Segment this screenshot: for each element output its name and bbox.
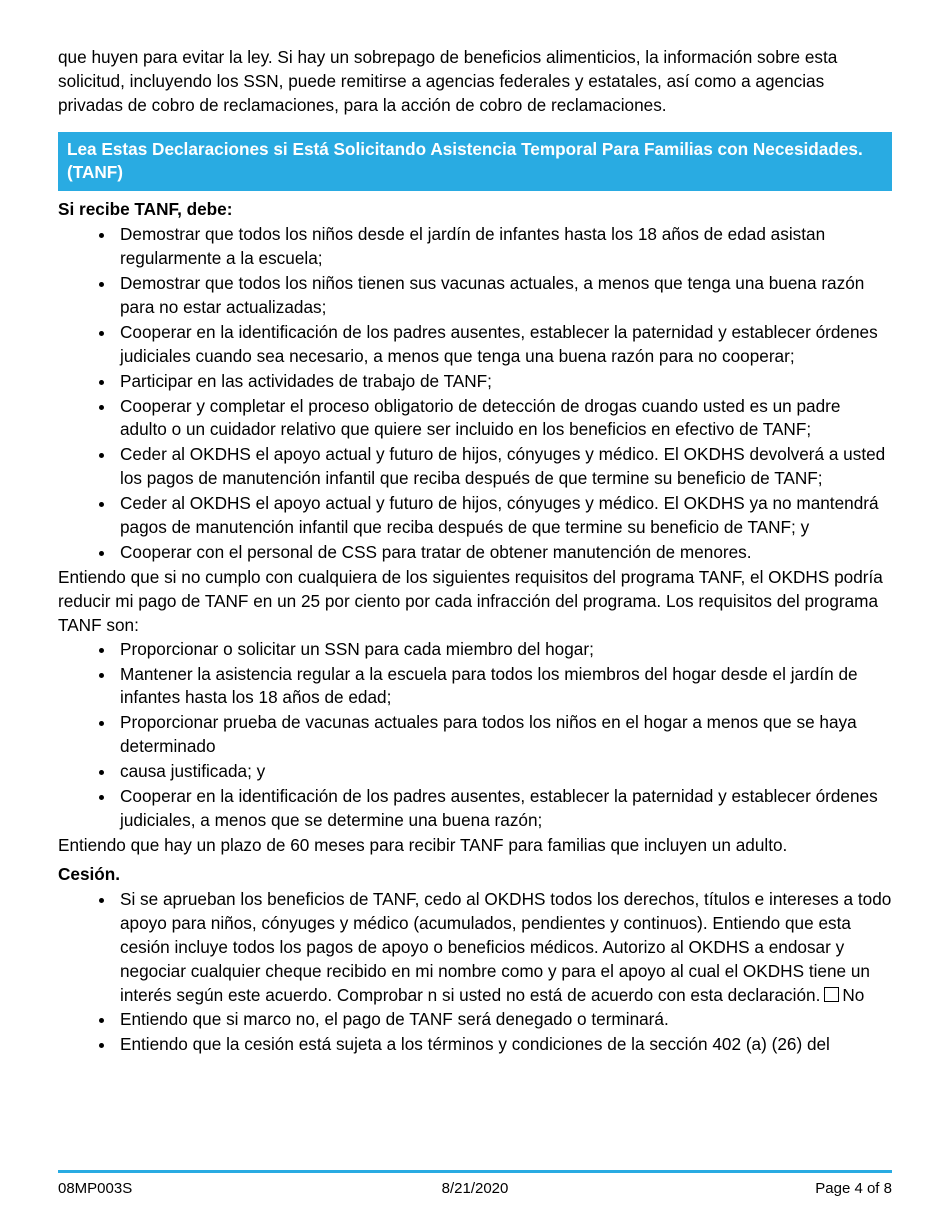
compliance-paragraph: Entiendo que si no cumplo con cualquiera de los siguientes requisitos del programa TANF, el OKDHS podría reducir mi pago de TANF en un 25 por ciento por cada infracción del programa. Los requisitos del programa TANF son:	[58, 566, 883, 635]
list-item: • Entiendo que la cesión está sujeta a los términos y condiciones de la sección 402 (a) (26) del	[116, 1033, 892, 1057]
assignment-text: Si se aprueban los beneficios de TANF, cedo al OKDHS todos los derechos, títulos e intereses a todo apoyo para niños, cónyuges y médico (acumulados, pendientes y continuos). Entiendo que esta cesión incluye todos los pagos de apoyo o beneficios médicos. Autorizo al OKDHS a endosar y negociar cualquier cheque recibido en mi nombre como y para el apoyo al cual el OKDHS tiene un interés según este acuerdo. Comprobar n si usted no está de acuerdo con esta declaración.	[120, 888, 892, 1005]
footer-date: 8/21/2020	[441, 1180, 509, 1197]
page-footer	[58, 1170, 892, 1212]
list-item: • Demostrar que todos los niños tienen sus vacunas actuales, a menos que tenga una buena razón para no estar actualizadas;	[116, 272, 892, 320]
footer-form-number: 08MP003S	[58, 1180, 133, 1197]
list-item: • Mantener la asistencia regular a la escuela para todos los miembros del hogar desde el jardín de infantes hasta los 18 años de edad;	[116, 663, 892, 711]
assignment-heading: Cesión.	[58, 863, 121, 884]
list-item: • Cooperar en la identificación de los padres ausentes, establecer la paternidad y establecer órdenes judiciales, a menos que se determine una buena razón;	[116, 785, 892, 833]
section-banner-tanf: Lea Estas Declaraciones si Está Solicitando Asistencia Temporal Para Familias con Necesidades. (TANF)	[58, 132, 892, 191]
footer-row	[58, 1180, 892, 1197]
list-item: • Cooperar con el personal de CSS para tratar de obtener manutención de menores.	[116, 541, 892, 565]
list-item: • causa justificada; y	[116, 760, 892, 784]
footer-page-number: Page 4 of 8	[815, 1180, 892, 1197]
list-item: • Entiendo que si marco no, el pago de TANF será denegado o terminará.	[116, 1008, 892, 1032]
list-item: • Proporcionar prueba de vacunas actuales para todos los niños en el hogar a menos que se haya determinado	[116, 711, 892, 759]
list-item: • Participar en las actividades de trabajo de TANF;	[116, 370, 892, 394]
list-item: • Proporcionar o solicitar un SSN para cada miembro del hogar;	[116, 638, 892, 662]
time-limit-paragraph: Entiendo que hay un plazo de 60 meses para recibir TANF para familias que incluyen un adulto.	[58, 834, 788, 855]
tanf-requirements-heading: Si recibe TANF, debe:	[58, 199, 233, 220]
assignment-list	[58, 888, 892, 1057]
assignment-disagree-checkbox[interactable]	[824, 987, 839, 1002]
assignment-checkbox-label: No	[842, 984, 865, 1005]
intro-paragraph: que huyen para evitar la ley. Si hay un sobrepago de beneficios alimenticios, la información sobre esta solicitud, incluyendo los SSN, puede remitirse a agencias federales y estatales, así como a agencias privadas de cobro de reclamaciones, para la acción de cobro de reclamaciones.	[58, 47, 838, 115]
program-requirements-list	[58, 638, 892, 833]
list-item: • Demostrar que todos los niños desde el jardín de infantes hasta los 18 años de edad asistan regularmente a la escuela;	[116, 223, 892, 271]
list-item-assignment-main	[116, 888, 892, 1008]
tanf-requirements-list	[58, 223, 892, 565]
list-item: • Ceder al OKDHS el apoyo actual y futuro de hijos, cónyuges y médico. El OKDHS devolverá a usted los pagos de manutención infantil que reciba después de que termine su beneficio de TANF;	[116, 443, 892, 491]
list-item: • Cooperar y completar el proceso obligatorio de detección de drogas cuando usted es un padre adulto o un cuidador relativo que quiere ser incluido en los beneficios en efectivo de TANF;	[116, 395, 892, 443]
footer-divider	[58, 1170, 892, 1173]
list-item: • Cooperar en la identificación de los padres ausentes, establecer la paternidad y establecer órdenes judiciales cuando sea necesario, a menos que tenga una buena razón para no cooperar;	[116, 321, 892, 369]
list-item: • Ceder al OKDHS el apoyo actual y futuro de hijos, cónyuges y médico. El OKDHS ya no mantendrá pagos de manutención infantil que reciba después de que termine su beneficio de TANF; y	[116, 492, 892, 540]
